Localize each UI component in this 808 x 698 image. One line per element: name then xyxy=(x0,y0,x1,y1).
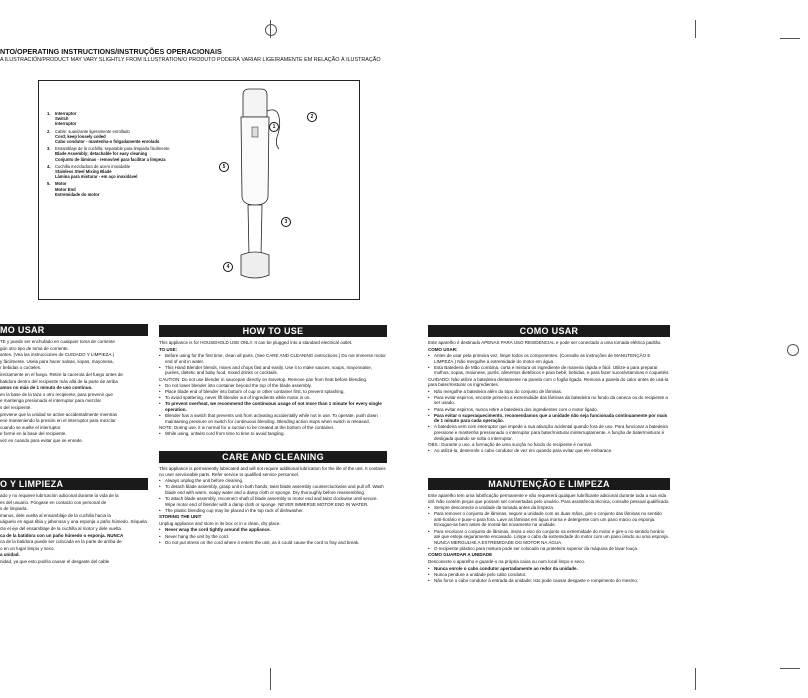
legend-item: 3. Ensamblaje de la cuchilla; separable para limpiarla fácilmente Blade Assembly; detachable for easy cleaning Conjunto de lâminas - removível para facilitar a limpeza xyxy=(47,146,170,162)
callout-2: 2 xyxy=(307,112,317,122)
how-to-use-text: This appliance is for HOUSEHOLD USE ONLY. It can be plugged into a standard electrical outlet. TO USE: • Before using for the first time, clean all parts. (See CARE AND CLEANING instructions.) Do not immerse motor end of unit in water. • This Hand Blender blends, mixes and chops fast and easily. Use it to make sauces, soups, mayonnaise, purées, dietetic and baby food, mixed drinks or cocktails. CAUTION: Do not use blender in saucepan directly on stovetop. Remove pan from heat before blending. • Do not lower blender into container beyond the top of the blade assembly. • Place blade end of blender into bottom of cup or other container first, to prevent splashing. • To avoid spattering, never lift blender out of ingredients while motor is on. • To prevent overheat, we recommend the continuous usage of not more than 1 minute for every single operation. • Blender has a switch that prevents unit from activating accidentally while not in use. To operate, push down maintaining pressure on switch for continuous blending. Blending action stops when switch is released. NOTE: During use, it is normal for a suction to be created at the bottom of the container. • While using, untwist cord from time to time to avoid tangling. xyxy=(159,340,387,438)
legend-item: 1. Interruptor Switch Interruptor xyxy=(47,111,77,127)
section-heading-limpieza-es: O Y LIMPIEZA xyxy=(0,478,148,490)
registration-mark-right xyxy=(787,344,799,356)
list-item: • Para recolocar o conjunto de lâminas, insira o eixo do conjunto na extremidade do motor e gire-o no sentido horário até que esteja seguramente encaixado. Limpe o cabo da extremidade do motor com um pano úmido ou uma esponja. NUNCA MERGULHE A EXTREMIDADE DO MOTOR NA ÁGUA. xyxy=(428,529,670,546)
list-item: • O recipiente plástico para mistura pode ser colocado na prateleira superior da máquina de lavar louça. xyxy=(428,546,670,552)
list-item: • To attach blade assembly, reconnect shaft of blade assembly to motor end and twist clockwise until secure. Wipe motor end of blender with a damp cloth or sponge. NEVER IMMERSE MOTOR END IN WATER. xyxy=(159,496,387,507)
spanish-how-to-use-text: TE y puede ser enchufado en cualquier toma de corriente gún otro tipo de toma de corriente. antes. (Vea las instrucciones de CUIDADO Y LIMPIEZA.) y fácilmente. Usela para hacer salsas, sopas, mayonesa, r bebidas o cocteles. irectamente en el fuego. Retire la cacerola del fuego antes de batidora dentro del recipiente más allá de la parte de arriba amos no más de 1 minuto de uso continuo. en la base de la taza o otro recipiente, para prevenir que e mantenga presionado el interruptor para mezclar s del recipiente. previene que la unidad se active accidentalmente mientras ene manteniendo la presión en el interruptor para mezclar cuando se suelte el interruptor. e forme en la base del recipiente. vez en cuando para evitar que se enrede. xyxy=(0,339,123,443)
list-item: • To detach blade assembly, grasp unit in both hands, twist blade assembly counterclockwise and pull off. Wash blade end with warm, soapy water and a damp cloth or sponge. Dry thoroughly before reassembling. xyxy=(159,484,387,495)
list-item: • Nunca enrole o cabo condutor apertadamente ao redor da unidade. xyxy=(428,566,670,572)
list-item: • Do not put stress on the cord where it enters the unit, as it could cause the cord to fray and break. xyxy=(159,540,387,546)
list-item: • Ao utilizá-la, desenrole o cabo condutor de vez em quando para evitar que ele embarace. xyxy=(428,448,670,454)
list-item: • The plastic blending cup may be placed in the top rack of dishwasher. xyxy=(159,508,387,514)
section-heading-manutencao: MANUTENÇÃO E LIMPEZA xyxy=(428,478,670,490)
list-item: • Never wrap the cord tightly around the appliance. xyxy=(159,527,387,533)
parts-legend xyxy=(47,111,207,199)
list-item: • While using, untwist cord from time to time to avoid tangling. xyxy=(159,431,387,437)
list-item: • Nunca pendure a unidade pelo cabo condutor. xyxy=(428,572,670,578)
section-heading-care-and-cleaning: CARE AND CLEANING xyxy=(159,451,387,463)
registration-mark-top xyxy=(265,24,277,36)
list-item: • Always unplug the unit before cleaning. xyxy=(159,478,387,484)
document-title: NTO/OPERATING INSTRUCTIONS/INSTRUÇÕES OPERACIONAIS xyxy=(0,47,222,56)
list-item: • To prevent overheat, we recommend the continuous usage of not more than 1 minute for every single operation. xyxy=(159,401,387,412)
list-item: • This Hand Blender blends, mixes and chops fast and easily. Use it to make sauces, soups, mayonnaise, purées, dietetic and baby food, mixed drinks or cocktails. xyxy=(159,365,387,376)
list-item: • Blender has a switch that prevents unit from activating accidentally while not in use. To operate, push down maintaining pressure on switch for continuous blending. Blending action stops when switch is released. xyxy=(159,413,387,424)
care-and-cleaning-text: This appliance is permanently lubricated and will not require additional lubrication for the life of the unit. It contains no user serviceable parts. Refer service to qualified service personnel. • Always unplug the unit before cleaning. • To detach blade assembly, grasp unit in both hands, twist blade assembly counterclockwise and pull off. Wash blade end with warm, soapy water and a damp cloth or sponge. Dry thoroughly before reassembling. • To attach blade assembly, reconnect shaft of blade assembly to motor end and twist clockwise until secure. Wipe motor end of blender with a damp cloth or sponge. NEVER IMMERSE MOTOR END IN WATER. • The plastic blending cup may be placed in the top rack of dishwasher. STORING THE UNIT Unplug appliance and store in its box or in a clean, dry place. • Never wrap the cord tightly around the appliance. • Never hang the unit by the cord. • Do not put stress on the cord where it enters the unit, as it could cause the cord to fray and break. xyxy=(159,466,387,546)
legend-item: 5. Motor Motor End Extremidade do motor xyxy=(47,181,100,197)
list-item: • Para evitar espirros, nunca retire a batedeira dos ingredientes com o motor ligado. xyxy=(428,407,670,413)
list-item: • Para evitar espirros, encoste primeiro a extremidade das lâminas da batedeira no fundo da caneca ou do recipiente a ser usado. xyxy=(428,395,670,406)
list-item: • A batedeira vem com interruptor que impede a sua ativação acidental quando fora de uso. Para funcionar a batedeira pressione e mantenha pressionado o interruptor para bater/misturar ininterruptamente. A função de bater/misturar é desligada quando se solta o interruptor. xyxy=(428,424,670,441)
callout-5: 5 xyxy=(219,162,229,172)
section-heading-how-to-use: HOW TO USE xyxy=(159,325,387,337)
crop-mark-bottom xyxy=(270,668,271,690)
list-item: • Sempre desconecte a unidade da tomada antes da limpeza. xyxy=(428,505,670,511)
list-item: • Before using for the first time, clean all parts. (See CARE AND CLEANING instructions.) Do not immerse motor end of unit in water. xyxy=(159,353,387,364)
list-item: • Esta Batedeira de Mão combina, corta e mistura os ingrediente de maneira rápida e fácil. Utilize-a para preparar molhos, sopas, maionese, purês, alimentos dietéticos e para bebê, bebidas, e para fazer sucos/vitaminas e coquetéis. xyxy=(428,365,670,376)
section-heading-como-usar-pt: COMO USAR xyxy=(428,325,670,337)
crop-mark-bottom-right-h xyxy=(780,668,800,669)
list-item: • To avoid spattering, never lift blender out of ingredients while motor is on. xyxy=(159,395,387,401)
callout-4: 4 xyxy=(223,262,233,272)
crop-mark-right-top-h xyxy=(780,38,800,39)
list-item: • Antes de usar pela primeira vez, limpe todos os componentes. (Consulte as instruções de MANUTENÇÃO E LIMPEZA.) Não mergulhe a extremidade do motor em água. xyxy=(428,353,670,364)
manutencao-text: Este aparelho tem uma lubrificação permanente e não requererá qualquer lubrificante adicional durante toda a sua vida útil. Não contém peças que possam ser consertadas pelo usuário. Para assistência técnica, consulte pessoal qualificado. • Sempre desconecte a unidade da tomada antes da limpeza. • Para remover o conjunto de lâminas, segure a unidade com as duas mãos, gire o conjunto das lâminas no sentido anti-horário e puxe-o para fora. Lave as lâminas em água morna e detergente com um pano macio ou esponja. Enxugue-as bem antes de montá-las novamente na unidade. • Para recolocar o conjunto de lâminas, insira o eixo do conjunto na extremidade do motor e gire-o no sentido horário até que esteja seguramente encaixado. Limpe o cabo da extremidade do motor com um pano úmido ou uma esponja. NUNCA MERGULHE A EXTREMIDADE DO MOTOR NA ÁGUA. • O recipiente plástico para mistura pode ser colocado na prateleira superior da máquina de lavar louça. COMO GUARDAR A UNIDADE Desconecte o aparelho e guarde-o na própria caixa ou num local limpo e seco. • Nunca enrole o cabo condutor apertadamente ao redor da unidade. • Nunca pendure a unidade pelo cabo condutor. • Não force o cabo condutor à entrada da unidade; isto pode causar desgaste e rompimento do mesmo. xyxy=(428,493,670,584)
como-usar-text: Este aparelho é destinado APENAS PARA USO RESIDENCIAL e pode ser conectado a uma tomada elétrica padrão. COMO USAR: • Antes de usar pela primeira vez, limpe todos os componentes. (Consulte as instruções de MANUTENÇÃO E LIMPEZA.) Não mergulhe a extremidade do motor em água. • Esta Batedeira de Mão combina, corta e mistura os ingrediente de maneira rápida e fácil. Utilize-a para preparar molhos, sopas, maionese, purês, alimentos dietéticos e para bebê, bebidas, e para fazer sucos/vitaminas e coquetéis. CUIDADO: Não utilize a batedeira diretamente na panela com o fogão ligado. Remova a panela do calor antes de usá-la para bater/misturar os ingredientes. • Não mergulhe a batedeira além do topo do conjunto de lâminas. • Para evitar espirros, encoste primeiro a extremidade das lâminas da batedeira no fundo da caneca ou do recipiente a ser usado. • Para evitar espirros, nunca retire a batedeira dos ingredientes com o motor ligado. • Para evitar o superaquecimento, recomendamos que a unidade não seja funcionada continuamente por mais de 1 minuto para cada operação. • A batedeira vem com interruptor que impede a sua ativação acidental quando fora de uso. Para funcionar a batedeira pressione e mantenha pressionado o interruptor para bater/misturar ininterruptamente. A função de bater/misturar é desligada quando se solta o interruptor. OBS.: Durante o uso, a formação de uma sucção no fundo do recipiente é normal. • Ao utilizá-la, desenrole o cabo condutor de vez em quando para evitar que ele embarace. xyxy=(428,340,670,454)
crop-mark-bottom-right xyxy=(695,668,696,690)
list-item: • Do not lower blender into container beyond the top of the blade assembly. xyxy=(159,383,387,389)
list-item: • Não force o cabo condutor à entrada da unidade; isto pode causar desgaste e rompimento do mesmo. xyxy=(428,578,670,584)
legend-item: 4. Cuchilla mezcladora de acero inoxidable Stainless Steel Mixing Blade Lâmina para misturar - em aço inoxidável xyxy=(47,163,138,180)
list-item: • Para remover o conjunto de lâminas, segure a unidade com as duas mãos, gire o conjunto das lâminas no sentido anti-horário e puxe-o para fora. Lave as lâminas em água morna e detergente com um pano macio ou esponja. Enxugue-as bem antes de montá-las novamente na unidade. xyxy=(428,511,670,528)
callout-3: 3 xyxy=(281,217,291,227)
document-subtitle: A ILUSTRACIÓN/PRODUCT MAY VARY SLIGHTLY FROM ILLUSTRATION/O PRODUTO PODERÁ VARIAR LIGEIRAMENTE EM RELAÇÃO À ILUSTRAÇÃO xyxy=(0,57,381,63)
legend-item: 2. Cable: suavizante ligeramente enrollado Cord; keep loosely coiled Cabo condutor - mantenha-o folgadamente enrolado xyxy=(47,128,160,145)
callout-1: 1 xyxy=(269,122,279,132)
product-illustration xyxy=(38,80,360,300)
list-item: • Place blade end of blender into bottom of cup or other container first, to prevent splashing. xyxy=(159,389,387,395)
list-item: • Não mergulhe a batedeira além do topo do conjunto de lâminas. xyxy=(428,389,670,395)
section-heading-como-usar-es: MO USAR xyxy=(0,324,148,336)
spanish-care-text: ado y no requiere lubricación adicional durante la vida de la es del usuario. Póngase en contacto con personal de s de limpiarla. manos, dele vuelta al ensamblaje de la cuchilla hacia la uáguelo en agua tibia y jabonosa y una esponja o paño húmedo. Séquela cte el eje del ensamblaje de la cuchilla al motor y dele vuelta ca de la batidora con un paño húmedo o esponja. NUNCA ca de la batidora puede ser colocada en la parte de arriba de o en un lugar limpio y seco. a unidad. nidad, ya que esto podría causar el desgaste del cable xyxy=(0,493,147,564)
list-item: • Para evitar o superaquecimento, recomendamos que a unidade não seja funcionada continuamente por mais de 1 minuto para cada operação. xyxy=(428,413,670,424)
crop-mark-right-top xyxy=(695,20,696,38)
list-item: • Never hang the unit by the cord. xyxy=(159,534,387,540)
